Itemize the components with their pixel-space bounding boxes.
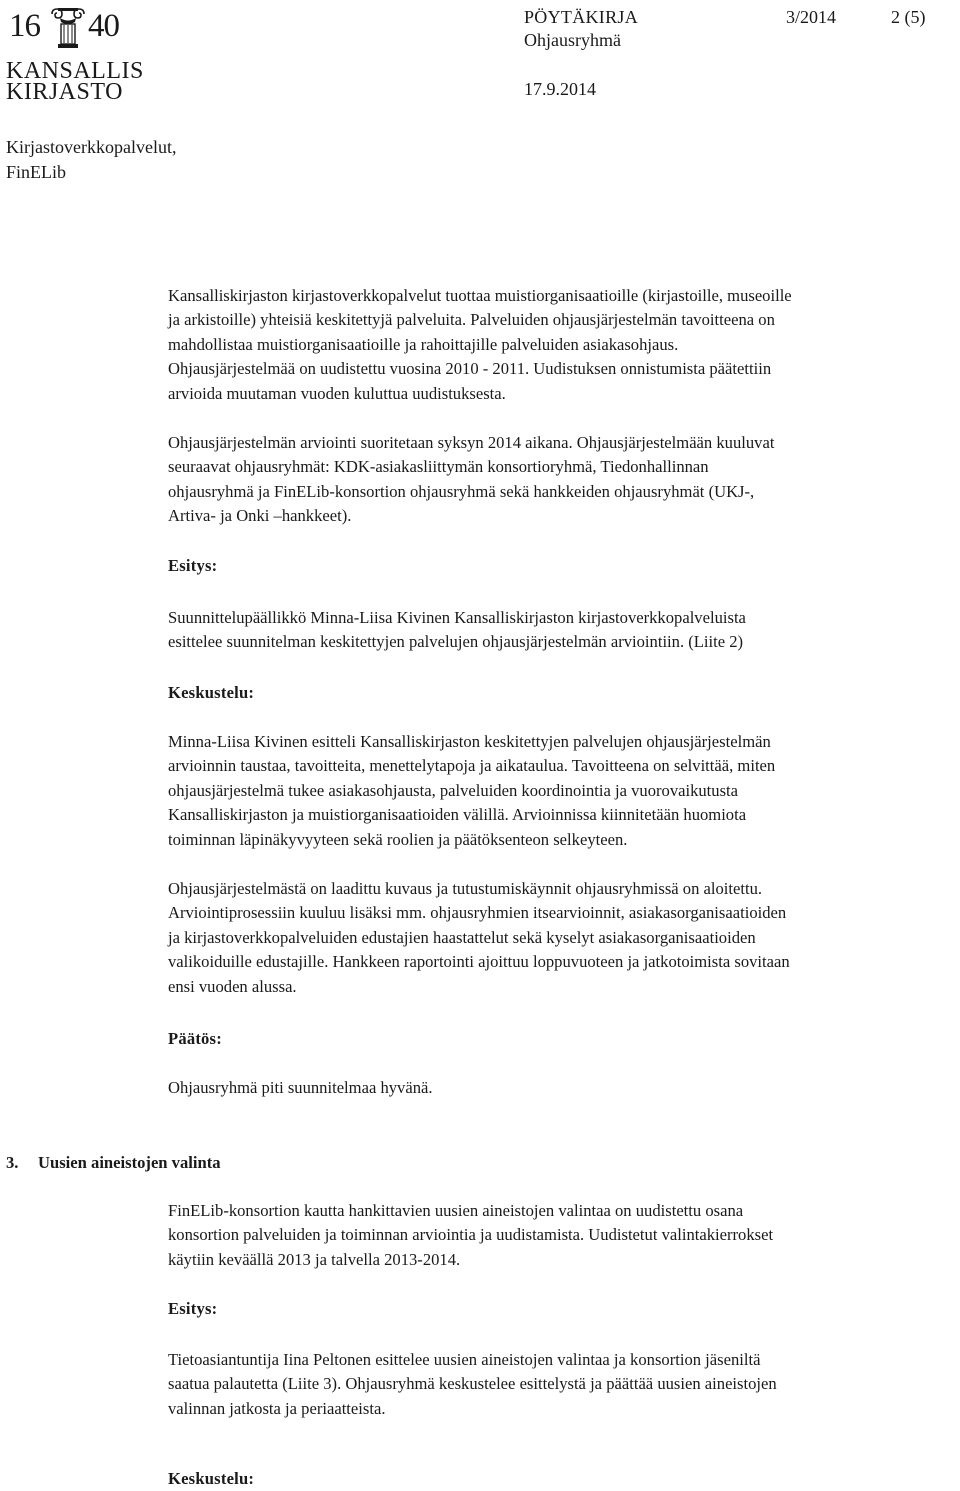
paragraph-line: Kansalliskirjaston kirjastoverkkopalvelut tuottaa muistiorganisaatioille (kirjastoille, museoille <box>168 286 792 305</box>
section-3-intro-paragraph <box>168 1199 773 1272</box>
paragraph-line: Tietoasiantuntija Iina Peltonen esittelee uusien aineistojen valintaa ja konsortion jäseniltä <box>168 1350 761 1369</box>
keskustelu-heading: Keskustelu: <box>168 683 255 702</box>
paragraph-line: esittelee suunnitelman keskitettyjen palvelujen ohjausjärjestelmän arviointiin. (Liite 2) <box>168 632 744 652</box>
department-line2: FinELib <box>6 162 67 182</box>
logo-year-right: 40 <box>88 8 119 44</box>
paragraph-line: Minna-Liisa Kivinen esitteli Kansalliskirjaston keskitettyjen palvelujen ohjausjärjestelmän <box>168 732 771 751</box>
paragraph-line: Artiva- ja Onki –hankkeet). <box>168 506 352 526</box>
paragraph-line: konsortion palveluiden ja toiminnan arviointia ja uudistamista. Uudistetut valintakierrokset <box>168 1225 774 1245</box>
paragraph-line: ohjausryhmä ja FinELib-konsortion ohjausryhmä sekä hankkeiden ohjausryhmät (UKJ-, <box>168 481 755 501</box>
paatos-heading: Päätös: <box>168 1029 222 1048</box>
paragraph-line: ensi vuoden alussa. <box>168 976 297 996</box>
esitys-heading: Esitys: <box>168 556 218 575</box>
paragraph-line: arvioinnin taustaa, tavoitteita, menettelytapoja ja aikataulua. Tavoitteena on selvittää, miten <box>168 756 776 776</box>
paragraph-line: seuraavat ohjausryhmät: KDK-asiakasliittymän konsortioryhmä, Tiedonhallinnan <box>168 457 709 477</box>
meeting-date: 17.9.2014 <box>524 79 596 99</box>
intro-paragraph <box>168 284 792 406</box>
section-title-text: Uusien aineistojen valinta <box>38 1153 221 1172</box>
paragraph-line: ja kirjastoverkkopalveluiden edustajien haastattelut sekä kyselyt asiakasorganisaatioiden <box>168 927 756 947</box>
esitys-paragraph <box>168 606 746 655</box>
document-number: 3/2014 <box>786 7 837 27</box>
paragraph-line: saatua palautetta (Liite 3). Ohjausryhmä keskustelee esittelystä ja päättää uusien aineistojen <box>168 1374 777 1394</box>
paragraph-line: Kansalliskirjaston ja muistiorganisaatioiden välillä. Arvioinnissa kiinnitetään huomiota <box>168 805 747 825</box>
paragraph-line: valinnan jatkosta ja periaatteista. <box>168 1398 386 1418</box>
section-number: 3. <box>6 1153 19 1172</box>
kansalliskirjasto-logo <box>6 4 144 105</box>
paragraph-line: mahdollistaa muistiorganisaatioille ja rahoittajille palveluiden asiakasohjaus. <box>168 334 679 354</box>
page-number: 2 (5) <box>891 7 926 27</box>
paragraph-line: Ohjausjärjestelmän arviointi suoritetaan syksyn 2014 aikana. Ohjausjärjestelmään kuuluvat <box>168 433 775 452</box>
group-name: Ohjausryhmä <box>524 30 621 50</box>
paragraph-line: käytiin keväällä 2013 ja talvella 2013-2014. <box>168 1249 461 1269</box>
paragraph-line: Suunnittelupäällikkö Minna-Liisa Kivinen Kansalliskirjaston kirjastoverkkopalveluista <box>168 608 746 627</box>
logo-year-left: 16 <box>9 8 40 44</box>
evaluation-paragraph <box>168 431 774 529</box>
paatos-paragraph <box>168 1076 433 1100</box>
section-3-esitys-heading: Esitys: <box>168 1299 218 1318</box>
document-type: PÖYTÄKIRJA <box>524 7 639 27</box>
keskustelu-paragraph <box>168 730 775 852</box>
paragraph-line: FinELib-konsortion kautta hankittavien uusien aineistojen valintaa on uudistettu osana <box>168 1201 744 1220</box>
logo-name-line2: KIRJASTO <box>6 79 123 105</box>
paragraph-line: Ohjausryhmä piti suunnitelmaa hyvänä. <box>168 1078 433 1097</box>
paragraph-line: ohjausjärjestelmä tukee asiakasohjausta, palveluiden koordinointia ja vuorovaikutusta <box>168 780 739 800</box>
logo-name-line1: KANSALLIS <box>6 58 144 84</box>
ionic-column-icon <box>50 8 86 50</box>
paragraph-line: Arviointiprosessiin kuuluu lisäksi mm. ohjausryhmien itsearvioinnit, asiakasorganisaatioiden <box>168 903 787 923</box>
paragraph-line: Ohjausjärjestelmästä on laadittu kuvaus ja tutustumiskäynnit ohjausryhmissä on aloitettu. <box>168 879 763 898</box>
paragraph-line: arvioida muutaman vuoden kuluttua uudistuksesta. <box>168 383 506 403</box>
paragraph-line: Ohjausjärjestelmää on uudistettu vuosina 2010 - 2011. Uudistuksen onnistumista päätettiin <box>168 359 772 379</box>
paragraph-line: valikoiduille edustajille. Hankkeen raportointi ajoittuu loppuvuoteen ja jatkotoimista sovitaan <box>168 952 790 972</box>
department-line1: Kirjastoverkkopalvelut, <box>6 137 177 157</box>
paragraph-line: ja arkistoille) yhteisiä keskitettyjä palveluita. Palveluiden ohjausjärjestelmän tavoitteena on <box>168 310 775 330</box>
section-3-title <box>6 1151 221 1175</box>
paragraph-line: toiminnan läpinäkyvyyteen sekä roolien ja päätöksenteon selkeyteen. <box>168 829 628 849</box>
section-3-keskustelu-heading: Keskustelu: <box>168 1469 255 1488</box>
section-3-esitys-paragraph <box>168 1348 777 1421</box>
description-paragraph <box>168 877 790 999</box>
